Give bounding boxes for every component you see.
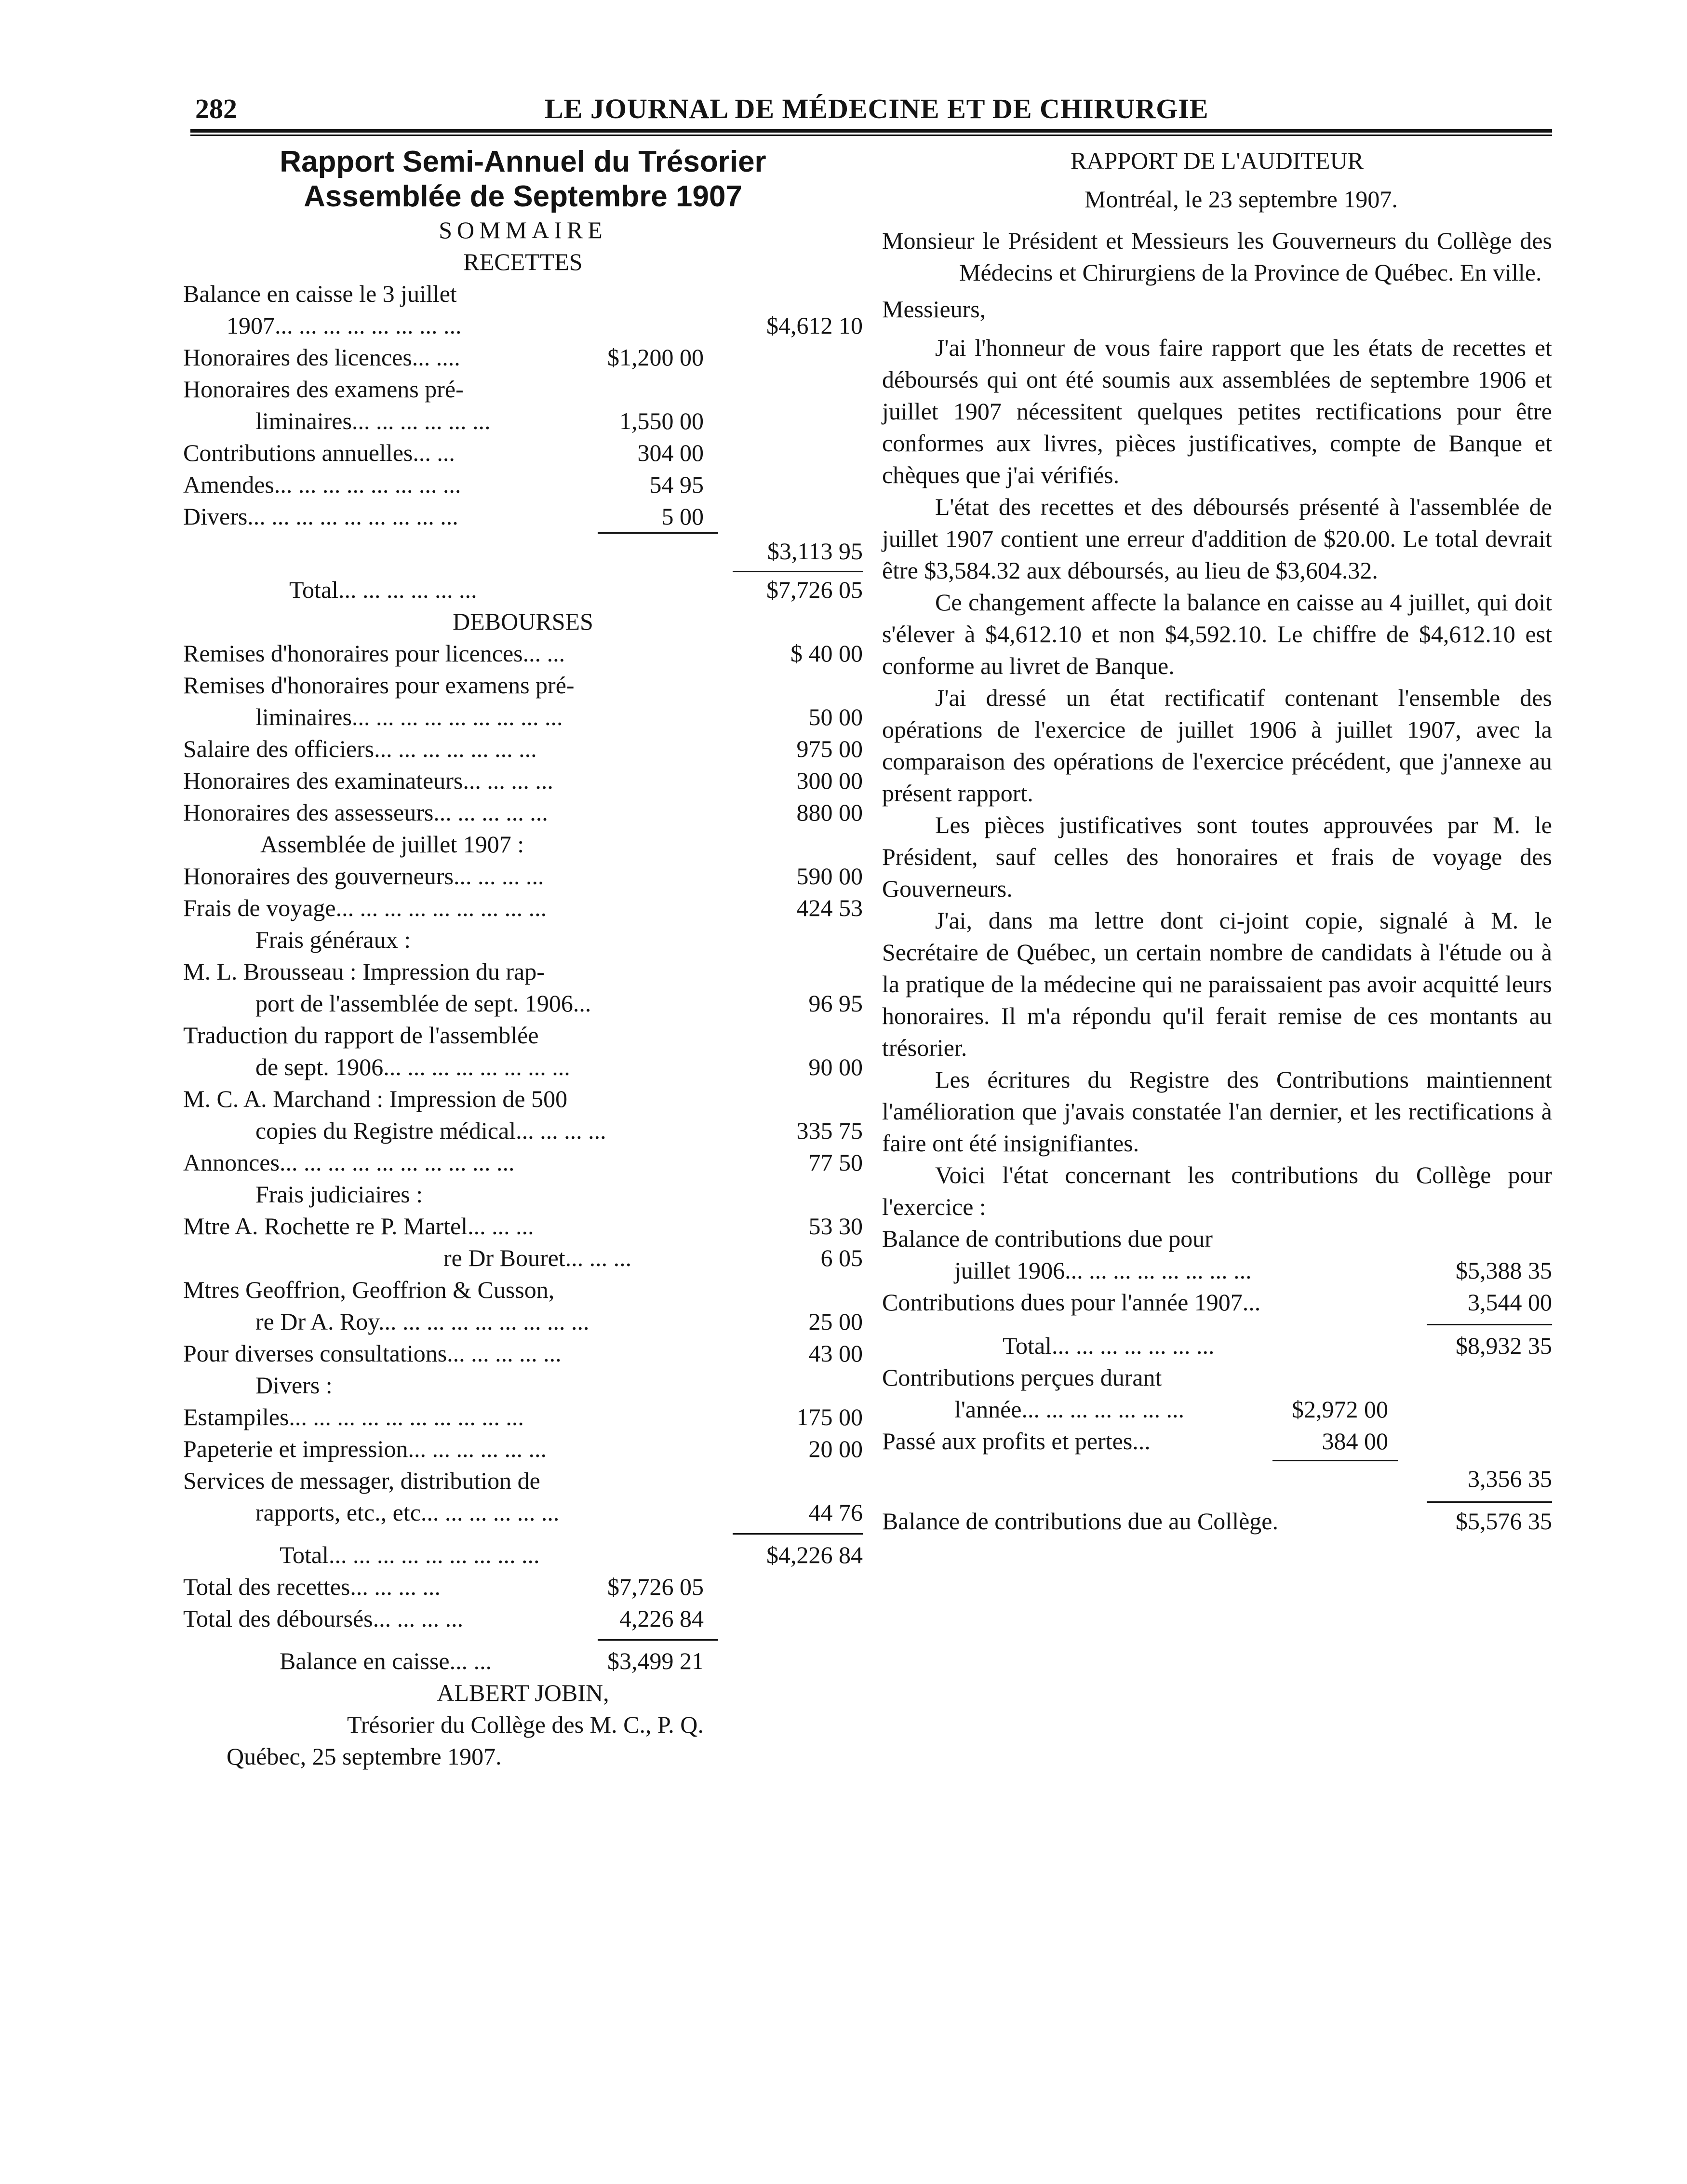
recette-row-text: Honoraires des examens pré- <box>183 376 464 403</box>
summary-list <box>183 1571 863 1634</box>
recettes-heading: RECETTES <box>463 248 583 275</box>
debourse-row-total: 175 00 <box>796 1403 863 1430</box>
debourse-row-text: Remises d'honoraires pour licences... ... <box>183 640 565 667</box>
debourse-row-text: Frais généraux : <box>255 926 411 953</box>
debourses-list <box>183 637 863 1528</box>
debourse-row <box>183 1178 863 1210</box>
debourse-row <box>183 892 863 924</box>
contrib-row-text: juillet 1906... ... ... ... ... ... ... ... <box>954 1257 1252 1284</box>
debourse-row-text: Pour diverses consultations... ... ... ... ... <box>183 1340 562 1367</box>
recette-row-amount: $1,200 00 <box>607 344 704 371</box>
recette-row-text: Balance en caisse le 3 juillet <box>183 280 457 307</box>
debourse-row <box>183 637 863 669</box>
recette-row <box>183 500 863 532</box>
summary-row-text: Total des recettes... ... ... ... <box>183 1573 441 1600</box>
auditor-heading: RAPPORT DE L'AUDITEUR <box>1071 147 1364 174</box>
summary-row-amount: $7,726 05 <box>607 1573 704 1600</box>
debourse-row <box>183 1496 863 1528</box>
debourse-row-total: 25 00 <box>808 1308 863 1335</box>
recette-row <box>183 373 863 405</box>
debourse-row-text: de sept. 1906... ... ... ... ... ... ... ... <box>255 1053 570 1080</box>
debourse-row-text: Remises d'honoraires pour examens pré- <box>183 672 575 699</box>
dateline: Montréal, le 23 septembre 1907. <box>1084 186 1398 213</box>
summary-row <box>183 1571 863 1603</box>
debourse-row-text: Honoraires des examinateurs... ... ... ... <box>183 767 553 794</box>
contrib-row-text: Balance de contributions due pour <box>882 1225 1213 1252</box>
debourse-row <box>183 1465 863 1496</box>
debourses-total-row <box>183 1539 863 1571</box>
debourse-row <box>183 669 863 701</box>
debourse-row-total: 6 05 <box>820 1244 863 1271</box>
contrib-row-text: Contributions dues pour l'année 1907... <box>882 1289 1261 1316</box>
debourse-row-total: 53 30 <box>808 1213 863 1240</box>
debourse-row <box>183 924 863 956</box>
recette-row <box>183 437 863 469</box>
debourse-row-total: 77 50 <box>808 1149 863 1176</box>
paragraph-list <box>882 332 1552 1223</box>
debourse-row <box>183 1051 863 1083</box>
contrib2-row-amount: 384 00 <box>1322 1428 1388 1455</box>
debourse-row-text: Honoraires des assesseurs... ... ... ... ... <box>183 799 548 826</box>
debourse-row <box>183 956 863 987</box>
recette-row-amount: 304 00 <box>637 439 704 466</box>
debourse-row-total: 44 76 <box>808 1499 863 1526</box>
total-rule <box>733 571 863 572</box>
auditor-paragraph: Les écritures du Registre des Contributions maintiennent l'amélioration que j'avais constatée l'an dernier, et les rectifications à faire ont été insignifiantes. <box>882 1066 1552 1157</box>
auditor-paragraph: Ce changement affecte la balance en caisse au 4 juillet, qui doit s'élever à $4,612.10 et non $4,592.10. Le chiffre de $4,612.10 est conforme au livret de Banque. <box>882 589 1552 679</box>
sommaire-heading: SOMMAIRE <box>439 216 607 243</box>
debourse-row <box>183 1274 863 1306</box>
balance-row <box>183 1645 863 1677</box>
debourse-row-text: rapports, etc., etc... ... ... ... ... ... <box>255 1499 560 1526</box>
debourse-row-text: port de l'assemblée de sept. 1906... <box>255 990 591 1017</box>
debourse-row-total: 43 00 <box>808 1340 863 1367</box>
contrib2-total: 3,356 35 <box>1468 1465 1552 1492</box>
contrib2-total-row <box>882 1457 1552 1492</box>
debourse-row-text: Honoraires des gouverneurs... ... ... ... <box>183 863 544 890</box>
contrib2-row <box>882 1393 1552 1425</box>
recettes-subtotal-row <box>183 532 863 564</box>
contrib2-row-text: l'année... ... ... ... ... ... ... <box>954 1396 1184 1423</box>
debourse-row-text: Assemblée de juillet 1907 : <box>260 831 524 858</box>
recette-row <box>183 278 863 310</box>
debourse-row-total: 424 53 <box>796 894 863 921</box>
balance-rule-row <box>183 1634 863 1645</box>
recette-row-total: $4,612 10 <box>766 312 863 339</box>
recette-row <box>183 310 863 341</box>
recette-row-text: Contributions annuelles... ... <box>183 439 455 466</box>
debourse-row <box>183 1146 863 1178</box>
debourse-row-text: Papeterie et impression... ... ... ... ... ... <box>183 1435 547 1462</box>
address-block: Monsieur le Président et Messieurs les Gouverneurs du Collège des Médecins et Chirurgiens de la Province de Québec. En ville. <box>882 227 1552 286</box>
debourse-row-total: 335 75 <box>796 1117 863 1144</box>
debourse-row <box>183 701 863 733</box>
summary-row <box>183 1603 863 1634</box>
debourse-row <box>183 828 863 860</box>
debourses-total-rule <box>733 1533 863 1535</box>
debourse-row <box>183 1306 863 1337</box>
debourse-row <box>183 1242 863 1274</box>
recettes-total-row <box>183 574 863 606</box>
contrib2-row-text: Passé aux profits et pertes... <box>882 1428 1151 1455</box>
contrib-row <box>882 1254 1552 1286</box>
debourse-row-text: Estampiles... ... ... ... ... ... ... ... ... ... <box>183 1403 524 1430</box>
debourse-row-total: 880 00 <box>796 799 863 826</box>
debourse-row <box>183 1115 863 1146</box>
final-balance-label: Balance de contributions due au Collège. <box>882 1508 1278 1535</box>
contrib-rule <box>1427 1324 1552 1325</box>
contrib-total-value: $8,932 35 <box>1456 1332 1552 1359</box>
recette-row <box>183 405 863 437</box>
contributions-ledger <box>882 1223 1552 1318</box>
debourse-row <box>183 1433 863 1465</box>
recette-row-amount: 1,550 00 <box>619 407 704 434</box>
debourse-row <box>183 1083 863 1115</box>
debourse-row-text: re Dr A. Roy... ... ... ... ... ... ... ... ... <box>255 1308 589 1335</box>
recettes-total-value: $7,726 05 <box>766 576 863 603</box>
debourse-row-total: 90 00 <box>808 1053 863 1080</box>
recettes-subtotal: $3,113 95 <box>767 538 863 565</box>
auditor-paragraph: J'ai l'honneur de vous faire rapport que les états de recettes et déboursés qui ont été soumis aux assemblées de septembre 1906 et juillet 1907 nécessitent quelques petites rectifications pour être conformes aux livres, pièces justificatives, compte de Banque et chèques que j'ai vérifiés. <box>882 334 1552 488</box>
recettes-total-label: Total... ... ... ... ... ... <box>289 576 477 603</box>
debourse-row-total: 50 00 <box>808 703 863 730</box>
subtotal-rule <box>598 532 718 534</box>
final-rule-row <box>882 1489 1552 1505</box>
debourse-row <box>183 1019 863 1051</box>
treasurer-report-column <box>183 145 863 1772</box>
debourse-row-text: Frais de voyage... ... ... ... ... ... ... ... ... <box>183 894 547 921</box>
debourses-total-label: Total... ... ... ... ... ... ... ... ... <box>280 1541 540 1568</box>
contrib-row <box>882 1286 1552 1318</box>
debourse-row-text: liminaires... ... ... ... ... ... ... ... ... <box>255 703 563 730</box>
recette-row <box>183 341 863 373</box>
debourses-total-rule-row <box>183 1528 863 1539</box>
auditor-paragraph: Les pièces justificatives sont toutes approuvées par M. le Président, sauf celles des honoraires et frais de voyage des Gouverneurs. <box>882 811 1552 902</box>
balance-label: Balance en caisse... ... <box>280 1647 492 1674</box>
debourse-row <box>183 765 863 796</box>
debourse-row <box>183 1369 863 1401</box>
contrib2-row <box>882 1362 1552 1393</box>
report-title: Rapport Semi-Annuel du Trésorier <box>280 145 766 178</box>
recette-row-text: 1907... ... ... ... ... ... ... ... <box>227 312 462 339</box>
debourses-total-value: $4,226 84 <box>766 1541 863 1568</box>
debourses-heading: DEBOURSES <box>453 608 593 635</box>
debourse-row-text: Services de messager, distribution de <box>183 1467 540 1494</box>
contrib-rule-row <box>882 1318 1552 1330</box>
debourse-row-text: re Dr Bouret... ... ... <box>443 1244 632 1271</box>
salutation: Messieurs, <box>882 296 986 323</box>
debourse-row-text: Salaire des officiers... ... ... ... ... ... ... <box>183 735 537 762</box>
contrib-row-total: $5,388 35 <box>1456 1257 1552 1284</box>
auditor-paragraph: Voici l'état concernant les contributions du Collège pour l'exercice : <box>882 1161 1552 1220</box>
report-subtitle: Assemblée de Septembre 1907 <box>304 180 742 213</box>
debourse-row-text: copies du Registre médical... ... ... ... <box>255 1117 606 1144</box>
debourse-row-total: $ 40 00 <box>790 640 863 667</box>
balance-value: $3,499 21 <box>607 1647 704 1674</box>
contrib2-row-amount: $2,972 00 <box>1292 1396 1388 1423</box>
recette-row-text: Honoraires des licences... .... <box>183 344 460 371</box>
recette-row-text: Amendes... ... ... ... ... ... ... ... <box>183 471 461 498</box>
final-balance-value: $5,576 35 <box>1456 1508 1552 1535</box>
contrib-row <box>882 1223 1552 1254</box>
debourse-row <box>183 1337 863 1369</box>
debourse-row <box>183 796 863 828</box>
recette-row-amount: 54 95 <box>649 471 704 498</box>
debourse-row-text: Mtre A. Rochette re P. Martel... ... ... <box>183 1213 534 1240</box>
debourse-row-text: Annonces... ... ... ... ... ... ... ... ... ... <box>183 1149 515 1176</box>
debourse-row-text: Divers : <box>255 1372 333 1399</box>
summary-row-amount: 4,226 84 <box>619 1605 704 1632</box>
debourse-row-total: 96 95 <box>808 990 863 1017</box>
debourse-row <box>183 733 863 765</box>
contrib2-row-text: Contributions perçues durant <box>882 1364 1162 1391</box>
recette-row-text: Divers... ... ... ... ... ... ... ... ... <box>183 503 458 530</box>
recette-row <box>183 469 863 500</box>
debourse-row-text: M. C. A. Marchand : Impression de 500 <box>183 1085 568 1112</box>
contributions-ledger-2 <box>882 1362 1552 1457</box>
auditor-paragraph: J'ai, dans ma lettre dont ci-joint copie, signalé à M. le Secrétaire de Québec, un certain nombre de candidats à l'étude ou à la pratique de la médecine qui ne paraissaient pas avoir acquitté leurs honoraires. Il m'a répondu qu'il ferait remise de ces montants au trésorier. <box>882 907 1552 1061</box>
signature-name: ALBERT JOBIN, <box>437 1679 609 1706</box>
debourse-row-text: Frais judiciaires : <box>255 1181 423 1208</box>
contrib-row-total: 3,544 00 <box>1468 1289 1552 1316</box>
debourse-row-total: 20 00 <box>808 1435 863 1462</box>
final-rule <box>1427 1501 1552 1503</box>
debourse-row <box>183 860 863 892</box>
recette-row-text: liminaires... ... ... ... ... ... <box>255 407 491 434</box>
final-balance-row <box>882 1505 1552 1537</box>
auditor-paragraph: L'état des recettes et des déboursés présenté à l'assemblée de juillet 1907 contient une erreur d'addition de $20.00. Le total devrait être $3,584.32 aux déboursés, au lieu de $3,604.32. <box>882 493 1552 584</box>
debourse-row-total: 975 00 <box>796 735 863 762</box>
total-rule-row <box>183 564 863 574</box>
auditor-report-column <box>882 145 1552 1537</box>
debourse-row-total: 590 00 <box>796 863 863 890</box>
debourse-row-text: Mtres Geoffrion, Geoffrion & Cusson, <box>183 1276 555 1303</box>
signature-place: Québec, 25 septembre 1907. <box>227 1743 502 1770</box>
balance-rule <box>598 1639 718 1641</box>
contrib2-row <box>882 1425 1552 1457</box>
contrib-total-label: Total... ... ... ... ... ... ... <box>1003 1332 1215 1359</box>
contrib2-rule <box>1272 1460 1398 1461</box>
debourse-row <box>183 1210 863 1242</box>
page-number: 282 <box>195 93 237 124</box>
journal-title: LE JOURNAL DE MÉDECINE ET DE CHIRURGIE <box>545 93 1209 124</box>
debourse-row-text: Traduction du rapport de l'assemblée <box>183 1022 539 1049</box>
contrib-total-row <box>882 1330 1552 1362</box>
debourse-row-total: 300 00 <box>796 767 863 794</box>
header-rule <box>190 129 1552 136</box>
recette-row-amount: 5 00 <box>661 503 704 530</box>
debourse-row-text: M. L. Brousseau : Impression du rap- <box>183 958 545 985</box>
signature-title: Trésorier du Collège des M. C., P. Q. <box>347 1711 704 1738</box>
debourse-row <box>183 987 863 1019</box>
auditor-paragraph: J'ai dressé un état rectificatif contenant l'ensemble des opérations de l'exercice de juillet 1906 à juillet 1907, avec la comparaison des opérations de l'exercice précédent, que j'annexe au présent rapport. <box>882 684 1552 807</box>
summary-row-text: Total des déboursés... ... ... ... <box>183 1605 464 1632</box>
recettes-list <box>183 278 863 532</box>
debourse-row <box>183 1401 863 1433</box>
